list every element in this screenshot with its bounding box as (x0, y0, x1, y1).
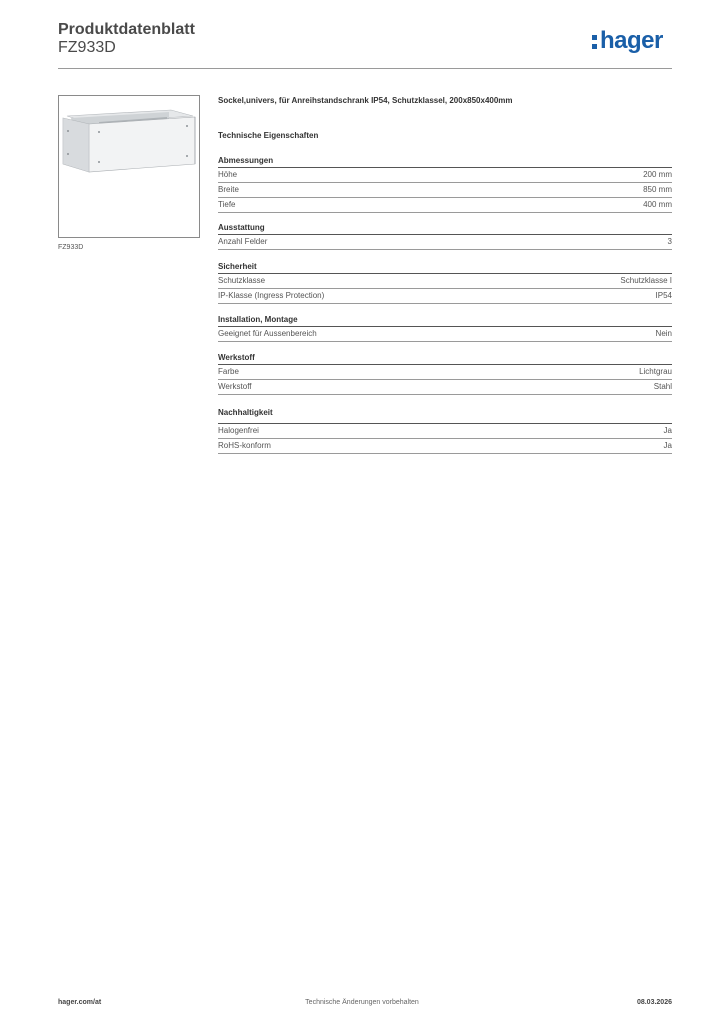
footer-disclaimer: Technische Änderungen vorbehalten (305, 999, 419, 1006)
logo-dots-icon (592, 27, 598, 47)
group-equipment (218, 222, 672, 250)
row-value: 3 (667, 237, 672, 246)
row-value: Schutzklasse I (620, 276, 672, 285)
group-title: Sicherheit (218, 261, 672, 274)
table-row (218, 168, 672, 183)
row-value: 850 mm (643, 185, 672, 194)
row-label: Tiefe (218, 200, 236, 209)
group-title: Abmessungen (218, 155, 672, 168)
row-label: Geeignet für Aussenbereich (218, 329, 317, 338)
row-value: Nein (655, 329, 672, 338)
image-caption: FZ933D (58, 244, 84, 251)
row-label: Werkstoff (218, 382, 252, 391)
table-row (218, 327, 672, 342)
group-title: Nachhaltigkeit (218, 407, 672, 424)
table-row (218, 183, 672, 198)
group-material (218, 352, 672, 395)
header-divider (58, 68, 672, 69)
product-image (58, 95, 200, 238)
row-value: IP54 (655, 291, 672, 300)
row-value: 400 mm (643, 200, 672, 209)
product-description: Sockel,univers, für Anreihstandschrank IP54, Schutzklassel, 200x850x400mm (218, 96, 513, 105)
group-safety (218, 261, 672, 304)
product-code: FZ933D (58, 39, 116, 56)
row-value: Ja (663, 441, 672, 450)
row-label: RoHS-konform (218, 441, 271, 450)
cabinet-base-illustration (59, 96, 199, 237)
row-label: IP-Klasse (Ingress Protection) (218, 291, 325, 300)
table-row (218, 289, 672, 304)
logo-text: hager (600, 27, 663, 54)
table-row (218, 439, 672, 454)
table-row (218, 365, 672, 380)
row-value: Lichtgrau (639, 367, 672, 376)
footer-date: 08.03.2026 (636, 999, 672, 1006)
row-value: Stahl (653, 382, 672, 391)
table-row (218, 274, 672, 289)
table-row (218, 424, 672, 439)
group-dimensions (218, 155, 672, 213)
footer-website-link[interactable]: hager.com/at (58, 999, 102, 1006)
row-value: 200 mm (643, 170, 672, 179)
row-label: Anzahl Felder (218, 237, 268, 246)
row-label: Schutzklasse (218, 276, 266, 285)
group-title: Ausstattung (218, 222, 672, 235)
group-installation (218, 314, 672, 342)
table-row (218, 380, 672, 395)
hager-logo (592, 27, 663, 55)
table-row (218, 198, 672, 213)
section-technical-properties: Technische Eigenschaften (218, 131, 319, 140)
row-value: Ja (663, 426, 672, 435)
row-label: Breite (218, 185, 239, 194)
row-label: Farbe (218, 367, 239, 376)
group-title: Werkstoff (218, 352, 672, 365)
group-sustainability (218, 407, 672, 454)
row-label: Höhe (218, 170, 238, 179)
document-title: Produktdatenblatt (58, 21, 195, 38)
group-title: Installation, Montage (218, 314, 672, 327)
row-label: Halogenfrei (218, 426, 259, 435)
table-row (218, 235, 672, 250)
